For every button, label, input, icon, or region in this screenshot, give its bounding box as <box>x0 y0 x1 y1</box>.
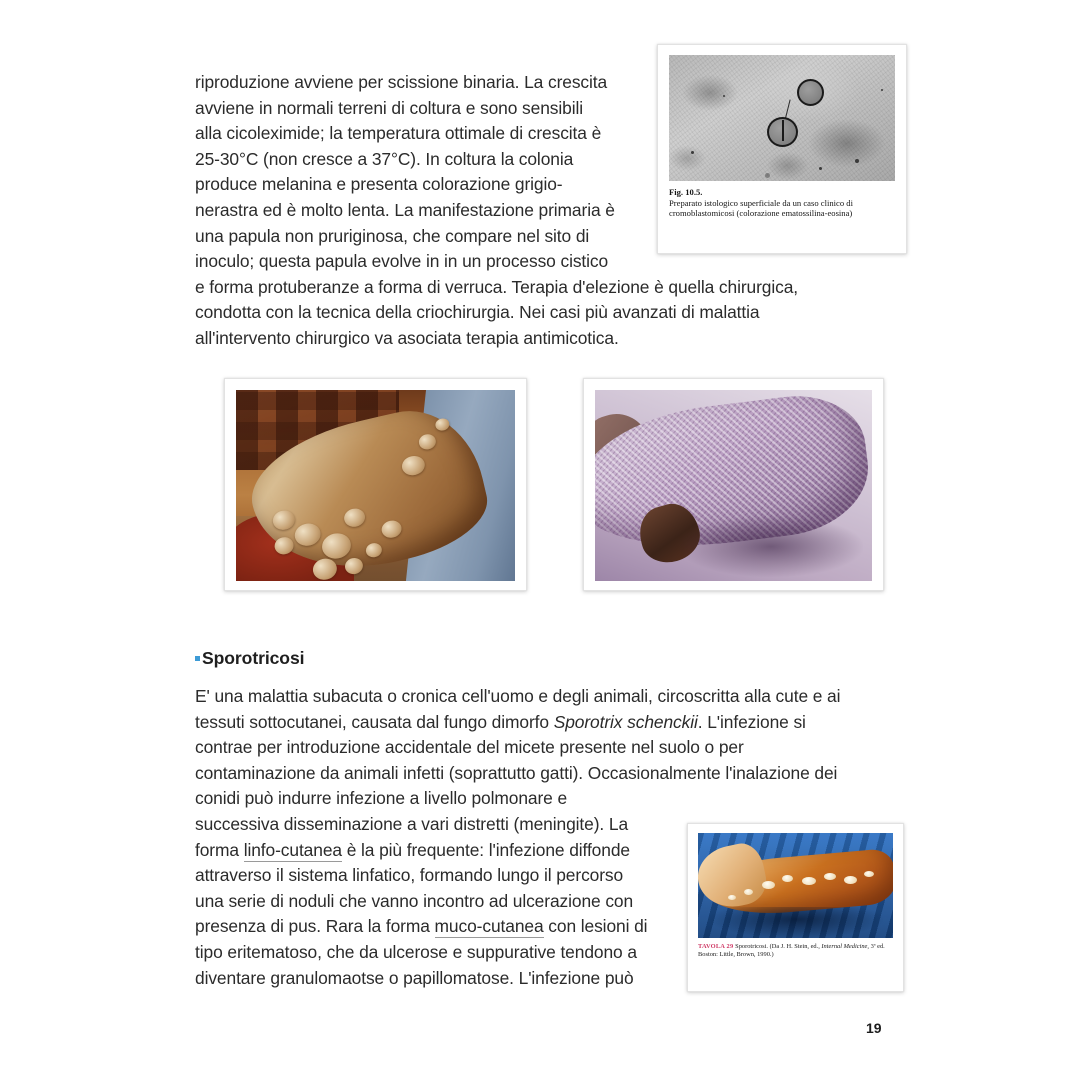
text-line: produce melanina e presenta colorazione grigio- <box>195 174 563 195</box>
figure-caption-italic: Internal Medicine <box>821 943 868 950</box>
text-fragment: . L'infezione si <box>697 711 806 732</box>
figure-foot-lesions-image <box>236 390 515 581</box>
term-linfo-cutanea: linfo-cutanea <box>243 839 342 860</box>
text-line: condotta con la tecnica della criochirurgia. Nei casi più avanzati di malattia <box>195 302 760 323</box>
cast-shadow <box>710 907 883 939</box>
clinical-photo-sporotrichosis-arm <box>698 833 893 938</box>
text-line: conidi può indurre infezione a livello polmonare e <box>195 788 568 809</box>
text-line: attraverso il sistema linfatico, formando lungo il percorso <box>195 865 624 886</box>
figure-number-label: Fig. 10.5. <box>669 187 703 197</box>
speck <box>691 151 694 154</box>
speck <box>855 159 859 163</box>
cast-shadow <box>679 516 863 577</box>
sclerotic-body-icon <box>797 79 824 106</box>
text-line: E' una malattia subacuta o cronica cell'uomo e degli animali, circoscritta alla cute e ai <box>195 686 841 706</box>
speck <box>881 89 883 91</box>
text-fragment: forma <box>195 839 244 860</box>
sclerotic-body-icon <box>767 117 798 147</box>
text-fragment: è la più frequente: l'infezione diffonde <box>341 839 630 860</box>
text-line: avviene in normali terreni di coltura e sono sensibili <box>195 97 584 118</box>
text-line <box>195 710 905 736</box>
figure-histology-card <box>657 44 907 254</box>
speck <box>765 173 770 178</box>
text-line: diventare granulomaotse o papillomatose. L'infezione può <box>195 967 634 988</box>
speck <box>723 95 725 97</box>
speck <box>819 167 822 170</box>
figure-caption-text: Preparato istologico superficiale da un caso clinico di cromoblastomicosi (colorazione ematossilina-eosina) <box>669 197 853 219</box>
figure-tavola29-card <box>687 823 904 992</box>
term-muco-cutanea: muco-cutanea <box>434 916 544 937</box>
species-name: Sporotrix schenckii <box>553 711 698 732</box>
text-line: inoculo; questa papula evolve in in un processo cistico <box>195 251 609 272</box>
text-line: riproduzione avviene per scissione binaria. La crescita <box>195 72 608 92</box>
text-line: tipo eritematoso, che da ulcerose e suppurative tendono a <box>195 941 637 962</box>
section-heading-sporotricosi <box>195 648 304 669</box>
text-line: contrae per introduzione accidentale del micete presente nel suolo o per <box>195 737 744 758</box>
text-line: contaminazione da animali infetti (soprattutto gatti). Occasionalmente l'inalazione dei <box>195 762 838 783</box>
text-line: all'intervento chirurgico va asociata terapia antimicotica. <box>195 327 619 348</box>
figure-finger-lesion-image <box>595 390 872 581</box>
text-line: 25-30°C (non cresce a 37°C). In coltura la colonia <box>195 148 574 169</box>
figure-tavola29-caption <box>698 943 893 959</box>
text-line: nerastra ed è molto lenta. La manifestazione primaria è <box>195 199 615 220</box>
text-line: successiva disseminazione a vari distretti (meningite). La <box>195 813 629 834</box>
figure-caption-text: , 3ª ed. Boston: Little, Brown, 1990.) <box>698 943 885 959</box>
figure-histology-image <box>669 55 895 219</box>
figure-caption-text: Sporotricosi. (Da J. H. Stein, ed., <box>735 943 822 950</box>
figure-tavola29-image <box>698 833 893 959</box>
clinical-photo-finger <box>595 390 872 581</box>
figure-foot-lesions-card <box>224 378 527 591</box>
figure-histology-caption <box>669 187 895 219</box>
text-fragment: con lesioni di <box>543 916 648 937</box>
clinical-photo-foot <box>236 390 515 581</box>
histology-micrograph <box>669 55 895 181</box>
tavola-number-label: TAVOLA 29 <box>698 943 736 950</box>
text-fragment: presenza di pus. Rara la forma <box>195 916 435 937</box>
text-line: una serie di noduli che vanno incontro ad ulcerazione con <box>195 890 634 911</box>
text-line: una papula non pruriginosa, che compare nel sito di <box>195 225 590 246</box>
text-line: e forma protuberanze a forma di verruca. Terapia d'elezione è quella chirurgica, <box>195 276 799 297</box>
section-heading-label: Sporotricosi <box>202 648 305 668</box>
bullet-icon <box>195 656 200 661</box>
page-number: 19 <box>866 1020 882 1036</box>
figure-finger-lesion-card <box>583 378 884 591</box>
text-line: alla cicoleximide; la temperatura ottimale di crescita è <box>195 123 602 144</box>
text-fragment: tessuti sottocutanei, causata dal fungo dimorfo <box>195 711 554 732</box>
